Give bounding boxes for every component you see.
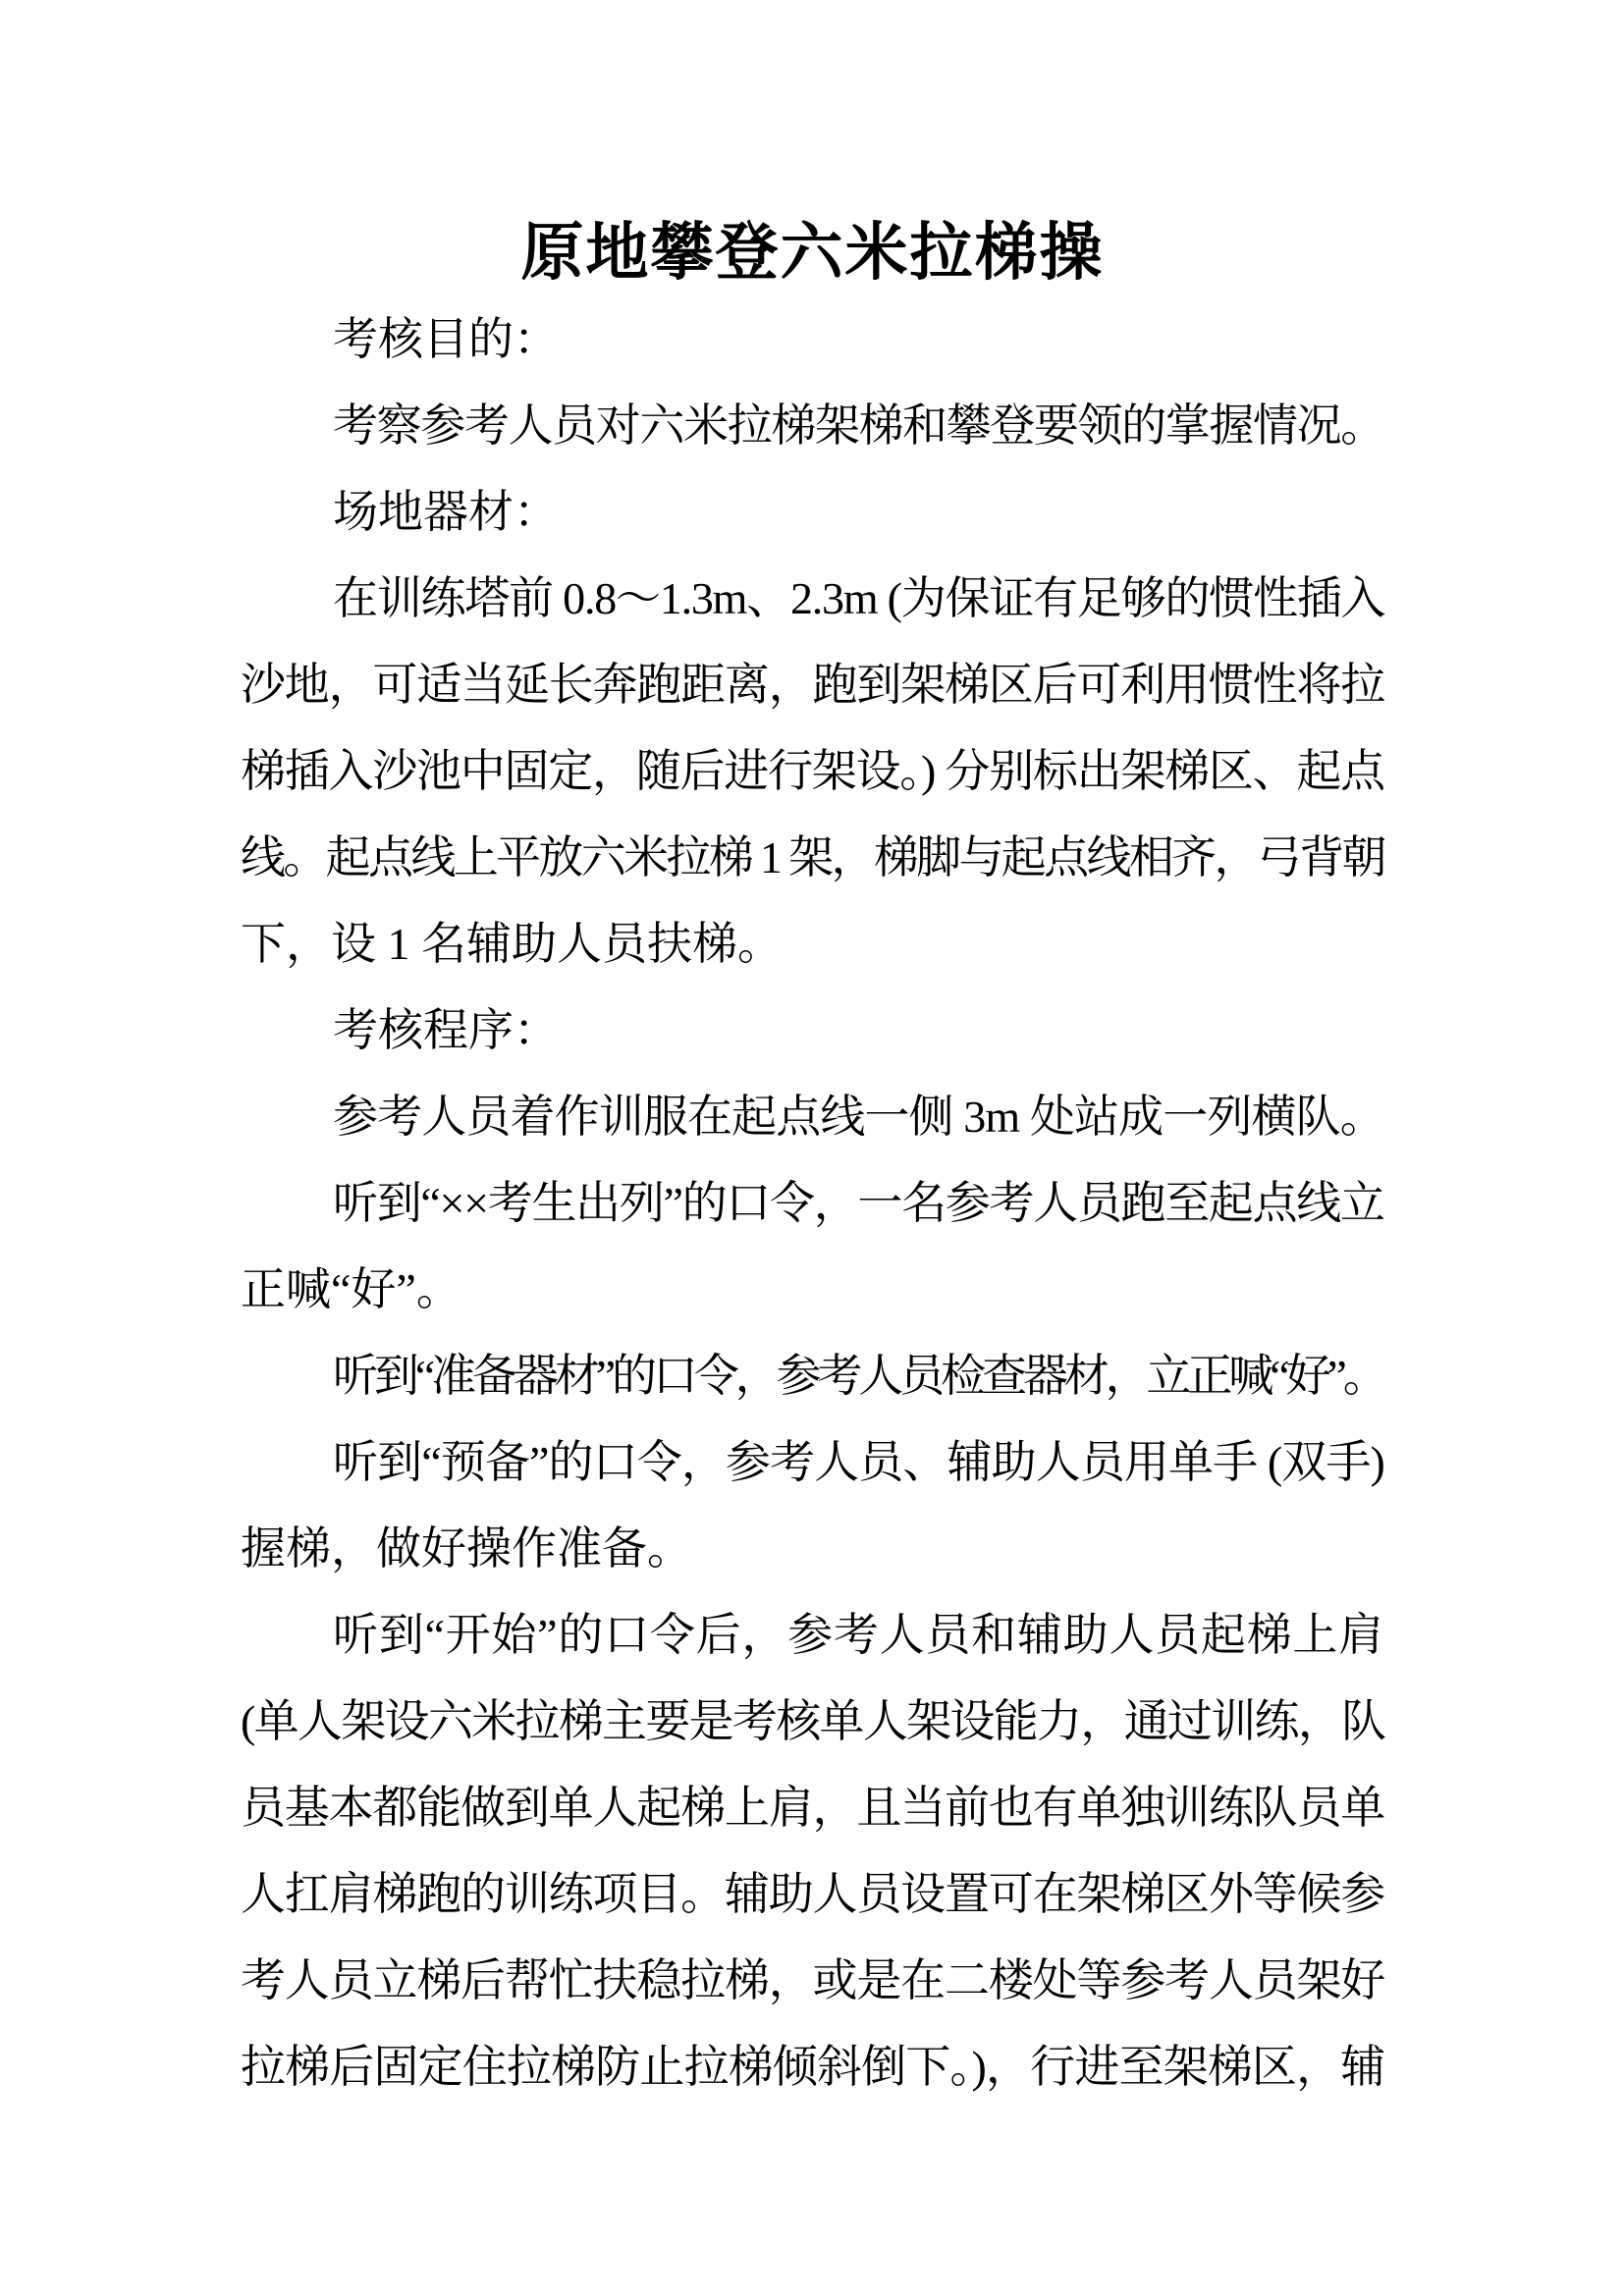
text-line: 参考人员着作训服在起点线一侧 3m 处站成一列横队。	[333, 1092, 1384, 1142]
text-line: 握梯，做好操作准备。	[241, 1523, 692, 1574]
text-line: (单人架设六米拉梯主要是考核单人架设能力，通过训练，队	[241, 1696, 1385, 1746]
text-line: 正喊“好”。	[241, 1264, 461, 1314]
text-line: 考核程序：	[333, 1005, 559, 1055]
text-line: 考察参考人员对六米拉梯架梯和攀登要领的掌握情况。	[333, 400, 1384, 451]
text-line: 人扛肩梯跑的训练项目。辅助人员设置可在架梯区外等候参	[241, 1869, 1385, 1919]
text-line: 下，设 1 名辅助人员扶梯。	[241, 919, 783, 969]
text-line: 场地器材：	[333, 487, 559, 537]
text-line: 听到“准备器材”的口令，参考人员检查器材，立正喊“好”。	[333, 1351, 1384, 1401]
text-line: 在训练塔前 0.8～1.3m、2.3m (为保证有足够的惯性插入	[333, 573, 1385, 623]
document-title: 原地攀登六米拉梯操	[520, 218, 1105, 288]
text-line: 考人员立梯后帮忙扶稳拉梯，或是在二楼处等参考人员架好	[241, 1955, 1385, 2005]
text-line: 梯插入沙池中固定，随后进行架设。) 分别标出架梯区、起点	[241, 746, 1384, 796]
text-line: 听到“预备”的口令，参考人员、辅助人员用单手 (双手)	[333, 1437, 1384, 1487]
text-line: 线。起点线上平放六米拉梯 1 架，梯脚与起点线相齐，弓背朝	[241, 832, 1384, 882]
text-line: 考核目的：	[333, 314, 559, 364]
text-line: 听到“开始”的口令后，参考人员和辅助人员起梯上肩	[333, 1610, 1384, 1660]
text-line: 沙地，可适当延长奔跑距离，跑到架梯区后可利用惯性将拉	[241, 660, 1385, 710]
text-line: 拉梯后固定住拉梯防止拉梯倾斜倒下。)，行进至架梯区，辅	[241, 2042, 1385, 2092]
document-body	[241, 296, 1384, 2110]
text-line: 听到“××考生出列”的口令，一名参考人员跑至起点线立	[333, 1178, 1384, 1228]
text-line: 员基本都能做到单人起梯上肩，且当前也有单独训练队员单	[241, 1783, 1385, 1833]
